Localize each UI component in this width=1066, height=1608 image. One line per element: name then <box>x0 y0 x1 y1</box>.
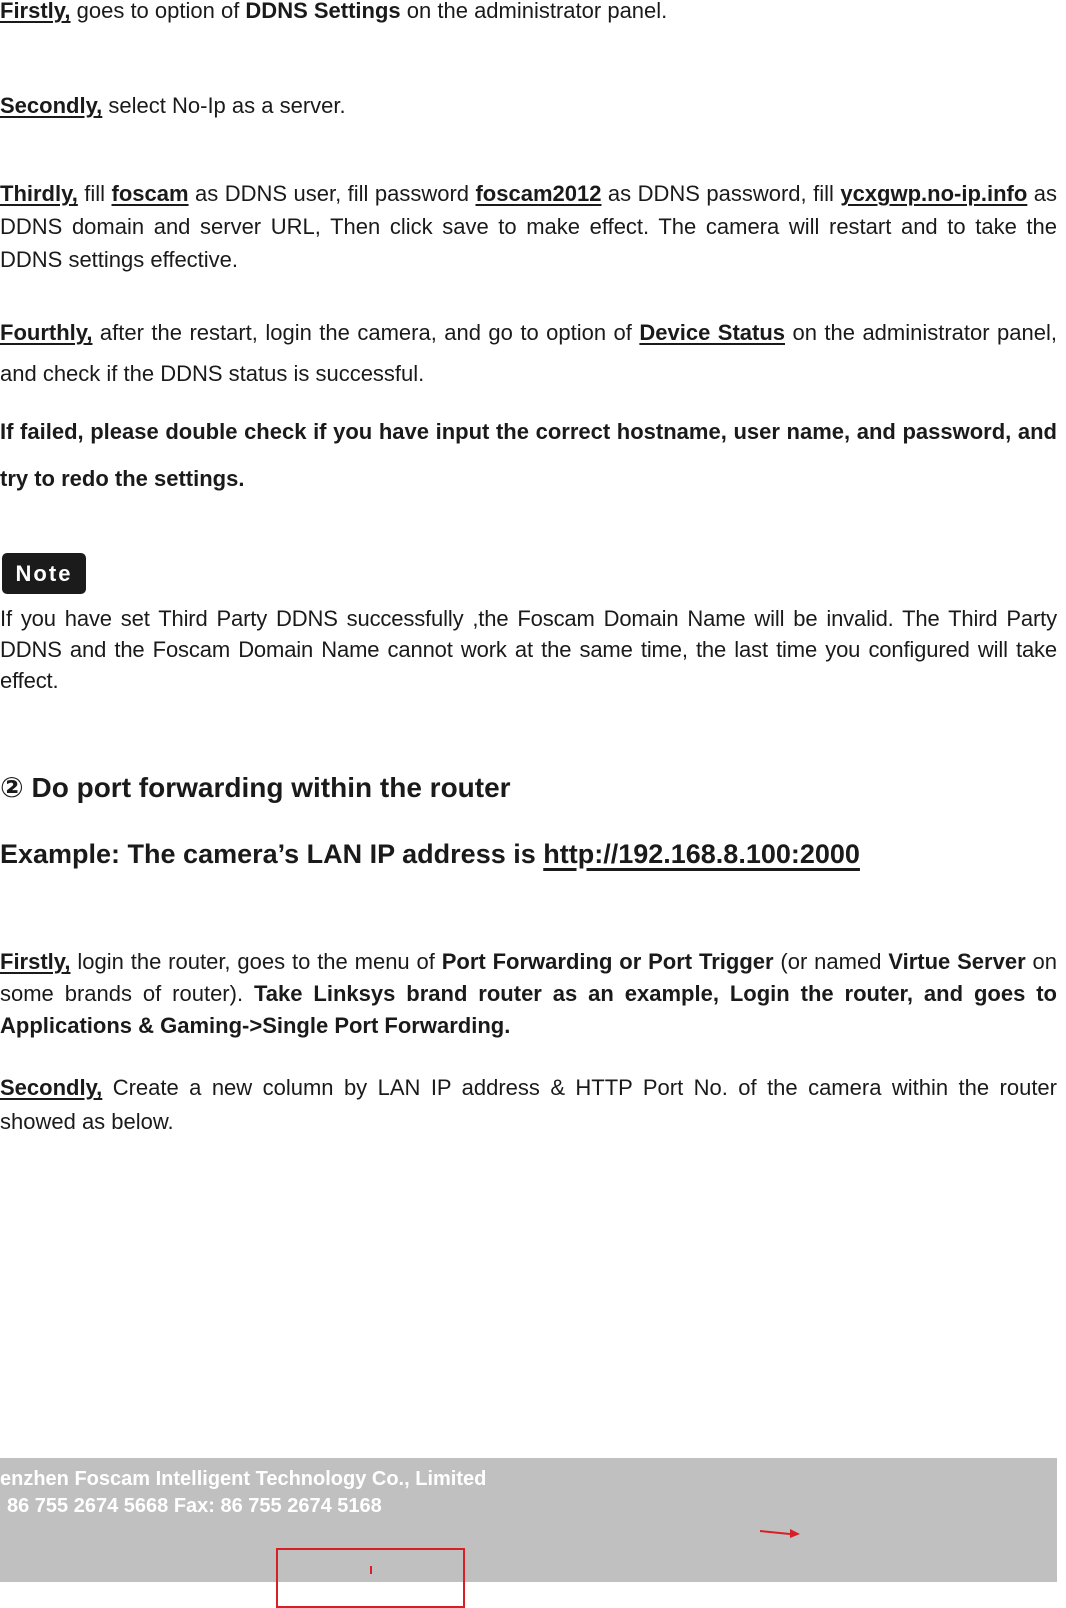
port-forward-step2: Secondly, Create a new column by LAN IP address & HTTP Port No. of the camera within the router showed as below. <box>0 1075 1057 1134</box>
step-label: Secondly, <box>0 93 103 118</box>
port-forward-step1: Firstly, login the router, goes to the menu of Port Forwarding or Port Trigger (or named Virtue Server on some brands of router). Take Linksys brand router as an example, Login the router, and goes to Applications & Gaming->Single Port Forwarding. <box>0 949 1057 1038</box>
right-arrow-icon <box>760 1528 802 1540</box>
note-badge: Note <box>2 553 86 594</box>
camera-lan-url: http://192.168.8.100:2000 <box>543 839 860 869</box>
section-heading <box>0 768 511 808</box>
device-status-option: Device Status <box>639 320 786 345</box>
step-label: Fourthly, <box>0 320 93 345</box>
page-footer <box>0 1458 1057 1582</box>
red-marker <box>370 1566 372 1574</box>
alt-menu-name: Virtue Server <box>888 949 1026 974</box>
step2-paragraph: Secondly, select No-Ip as a server. <box>0 93 346 118</box>
step3-paragraph: Thirdly, fill foscam as DDNS user, fill password foscam2012 as DDNS password, fill ycxgwp.no-ip.info as DDNS domain and server URL, Then click save to make effect. The camera will restart and to take the DDNS settings effective. <box>0 181 1058 272</box>
section-title: Do port forwarding within the router <box>31 772 511 803</box>
step1-paragraph: Firstly, goes to option of DDNS Settings on the administrator panel. <box>0 0 668 23</box>
highlight-box <box>276 1548 465 1608</box>
ddns-password-value: foscam2012 <box>475 181 602 206</box>
menu-name: Port Forwarding or Port Trigger <box>441 949 774 974</box>
step-label: Secondly, <box>0 1075 103 1100</box>
note-text: If you have set Third Party DDNS successfully ,the Foscam Domain Name will be invalid. The Third Party DDNS and the Foscam Domain Name cannot work at the same time, the last time you configured will take effect. <box>0 606 1057 693</box>
linksys-example: Take Linksys brand router as an example, Login the router, and goes to Applications & Gaming->Single Port Forwarding. <box>0 981 1057 1038</box>
circled-number: ② <box>0 772 24 803</box>
ddns-user-value: foscam <box>111 181 189 206</box>
step-label: Firstly, <box>0 949 71 974</box>
step-label: Firstly, <box>0 0 71 23</box>
ddns-domain-value: ycxgwp.no-ip.info <box>840 181 1028 206</box>
example-line: Example: The camera’s LAN IP address is http://192.168.8.100:2000 <box>0 839 860 869</box>
ddns-settings-option: DDNS Settings <box>245 0 401 23</box>
step-label: Thirdly, <box>0 181 78 206</box>
company-name: enzhen Foscam Intelligent Technology Co., Limited <box>0 1468 487 1490</box>
contact-numbers: 86 755 2674 5668 Fax: 86 755 2674 5168 <box>7 1495 382 1517</box>
warning-paragraph: If failed, please double check if you have input the correct hostname, user name, and password, and try to redo the settings. <box>0 419 1057 491</box>
step4-paragraph: Fourthly, after the restart, login the camera, and go to option of Device Status on the administrator panel, and check if the DDNS status is successful. <box>0 320 1057 386</box>
